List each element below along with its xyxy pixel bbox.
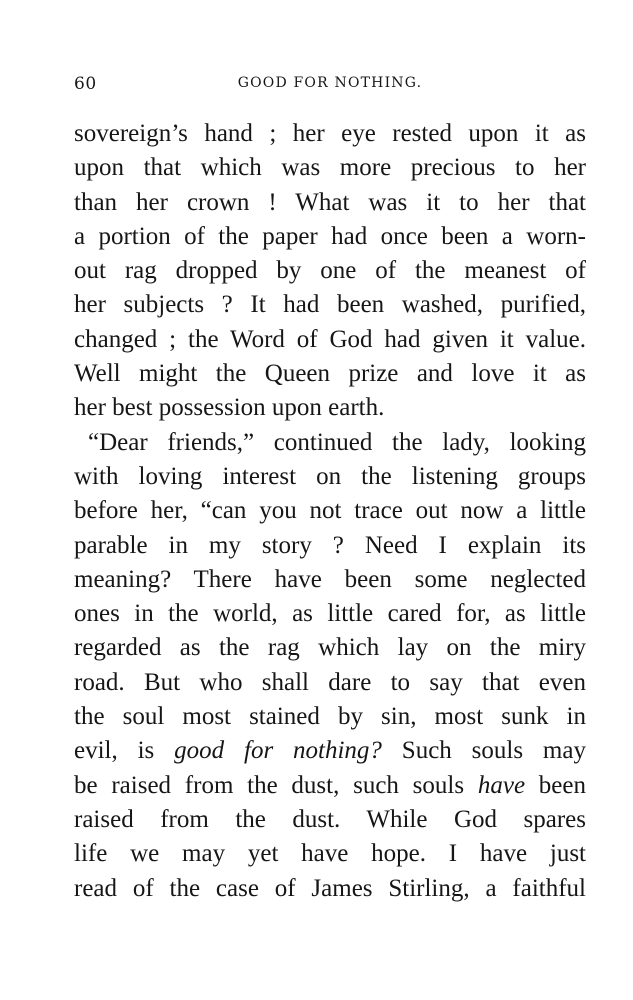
text-line: out rag dropped by one of the meanest of bbox=[74, 257, 586, 285]
text-line: with loving interest on the listening groups bbox=[74, 462, 586, 490]
text-line: ones in the world, as little cared for, as little bbox=[74, 600, 586, 628]
text-segment: Such souls may bbox=[381, 737, 586, 765]
text-line: “Dear friends,” continued the lady, looking bbox=[88, 428, 586, 456]
text-line: than her crown ! What was it to her that bbox=[74, 188, 586, 216]
text-line: sovereign’s hand ; her eye rested upon it as bbox=[74, 120, 586, 147]
text-line: her best possession upon earth. bbox=[74, 394, 385, 422]
page-number: 60 bbox=[74, 74, 97, 94]
running-head bbox=[74, 74, 586, 98]
text-line: Well might the Queen prize and love it as bbox=[74, 360, 586, 388]
body-text bbox=[74, 117, 586, 906]
text-segment: been bbox=[525, 771, 586, 799]
running-title: GOOD FOR NOTHING. bbox=[237, 75, 423, 91]
text-line: upon that which was more precious to her bbox=[74, 154, 586, 182]
text-line: before her, “can you not trace out now a little bbox=[74, 497, 586, 525]
text-line: regarded as the rag which lay on the miry bbox=[74, 634, 586, 662]
text-line: meaning? There have been some neglected bbox=[74, 565, 586, 593]
text-line: the soul most stained by sin, most sunk in bbox=[74, 703, 586, 731]
text-line: her subjects ? It had been washed, purified, bbox=[74, 291, 586, 319]
text-segment: be raised from the dust, such souls bbox=[74, 771, 478, 799]
text-line: a portion of the paper had once been a worn- bbox=[74, 222, 586, 250]
text-line: changed ; the Word of God had given it value. bbox=[74, 325, 586, 353]
text-line bbox=[74, 734, 586, 768]
text-line bbox=[74, 769, 586, 803]
text-line: raised from the dust. While God spares bbox=[74, 805, 586, 833]
text-line: life we may yet have hope. I have just bbox=[74, 840, 586, 868]
text-line: parable in my story ? Need I explain its bbox=[74, 531, 586, 559]
text-line: read of the case of James Stirling, a faithful bbox=[74, 874, 586, 902]
italic-word: have bbox=[477, 771, 526, 799]
italic-phrase: good for nothing? bbox=[174, 737, 382, 765]
text-line: road. But who shall dare to say that even bbox=[74, 668, 586, 696]
text-segment: evil, is bbox=[74, 737, 175, 765]
